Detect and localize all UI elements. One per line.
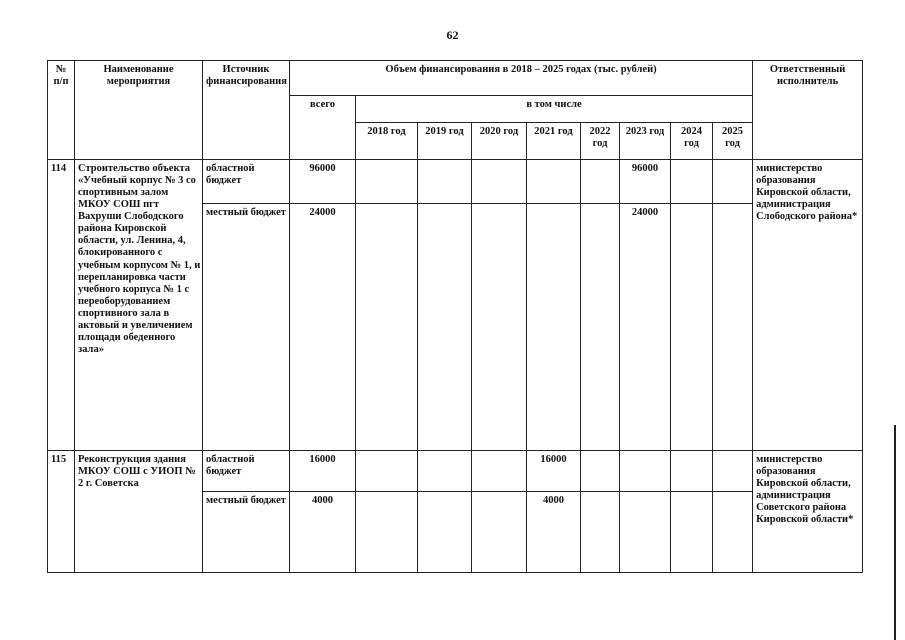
header-year: 2021 год: [527, 123, 581, 160]
row-name: Строительство объекта «Учебный корпус № 3 со спортивным залом МКОУ СОШ пгт Вахруши Слободского района Кировской области, ул. Ленина, 4, блокированного с учебным корпусом № 1, и перепланировка части учебного корпуса № 1 с переоборудованием спортивного зала в актовый и увеличением площади обеденного зала»: [75, 160, 203, 451]
row-source: областной бюджет: [203, 160, 290, 204]
header-year: 2018 год: [356, 123, 418, 160]
row-year-value: [418, 204, 472, 451]
row-year-value: [671, 492, 713, 573]
header-year: 2022 год: [581, 123, 620, 160]
row-year-value: [581, 204, 620, 451]
header-responsible: Ответственный исполнитель: [753, 61, 863, 160]
row-year-value: 96000: [620, 160, 671, 204]
row-year-value: [713, 160, 753, 204]
row-year-value: 16000: [527, 451, 581, 492]
row-source: областной бюджет: [203, 451, 290, 492]
header-source: Источник финансирования: [203, 61, 290, 160]
header-volume: Объем финансирования в 2018 – 2025 годах (тыс. рублей): [290, 61, 753, 96]
row-year-value: [472, 451, 527, 492]
row-year-value: [713, 492, 753, 573]
row-responsible: министерство образования Кировской области, администрация Советского района Кировской области*: [753, 451, 863, 573]
header-year: 2020 год: [472, 123, 527, 160]
row-year-value: [472, 160, 527, 204]
row-year-value: [581, 160, 620, 204]
row-year-value: [418, 451, 472, 492]
row-number: 114: [48, 160, 75, 451]
row-year-value: [620, 451, 671, 492]
row-year-value: [472, 204, 527, 451]
row-year-value: [713, 451, 753, 492]
row-source: местный бюджет: [203, 492, 290, 573]
financing-table: [47, 60, 863, 573]
header-year: 2024 год: [671, 123, 713, 160]
row-year-value: [356, 204, 418, 451]
row-number: 115: [48, 451, 75, 573]
row-year-value: [671, 160, 713, 204]
scan-edge-line: [894, 425, 896, 640]
row-year-value: [472, 492, 527, 573]
row-total: 4000: [290, 492, 356, 573]
row-year-value: [356, 451, 418, 492]
header-year: 2023 год: [620, 123, 671, 160]
row-total: 96000: [290, 160, 356, 204]
table-row: [48, 160, 863, 204]
row-total: 16000: [290, 451, 356, 492]
page-number: 62: [446, 28, 459, 42]
header-name: Наименование мероприятия: [75, 61, 203, 160]
row-year-value: [527, 204, 581, 451]
row-year-value: [671, 204, 713, 451]
row-year-value: [581, 451, 620, 492]
header-num: № п/п: [48, 61, 75, 160]
row-year-value: [356, 160, 418, 204]
row-year-value: [581, 492, 620, 573]
row-responsible: министерство образования Кировской области, администрация Слободского района*: [753, 160, 863, 451]
row-year-value: [356, 492, 418, 573]
row-year-value: 4000: [527, 492, 581, 573]
header-total: всего: [290, 96, 356, 160]
row-source: местный бюджет: [203, 204, 290, 451]
header-including: в том числе: [356, 96, 753, 123]
row-year-value: [671, 451, 713, 492]
row-year-value: [418, 492, 472, 573]
table-row: [48, 451, 863, 492]
row-name: Реконструкция здания МКОУ СОШ с УИОП № 2 г. Советска: [75, 451, 203, 573]
header-year: 2025 год: [713, 123, 753, 160]
header-row-1: [48, 61, 863, 96]
row-total: 24000: [290, 204, 356, 451]
row-year-value: [527, 160, 581, 204]
row-year-value: 24000: [620, 204, 671, 451]
row-year-value: [418, 160, 472, 204]
row-year-value: [713, 204, 753, 451]
header-year: 2019 год: [418, 123, 472, 160]
row-year-value: [620, 492, 671, 573]
